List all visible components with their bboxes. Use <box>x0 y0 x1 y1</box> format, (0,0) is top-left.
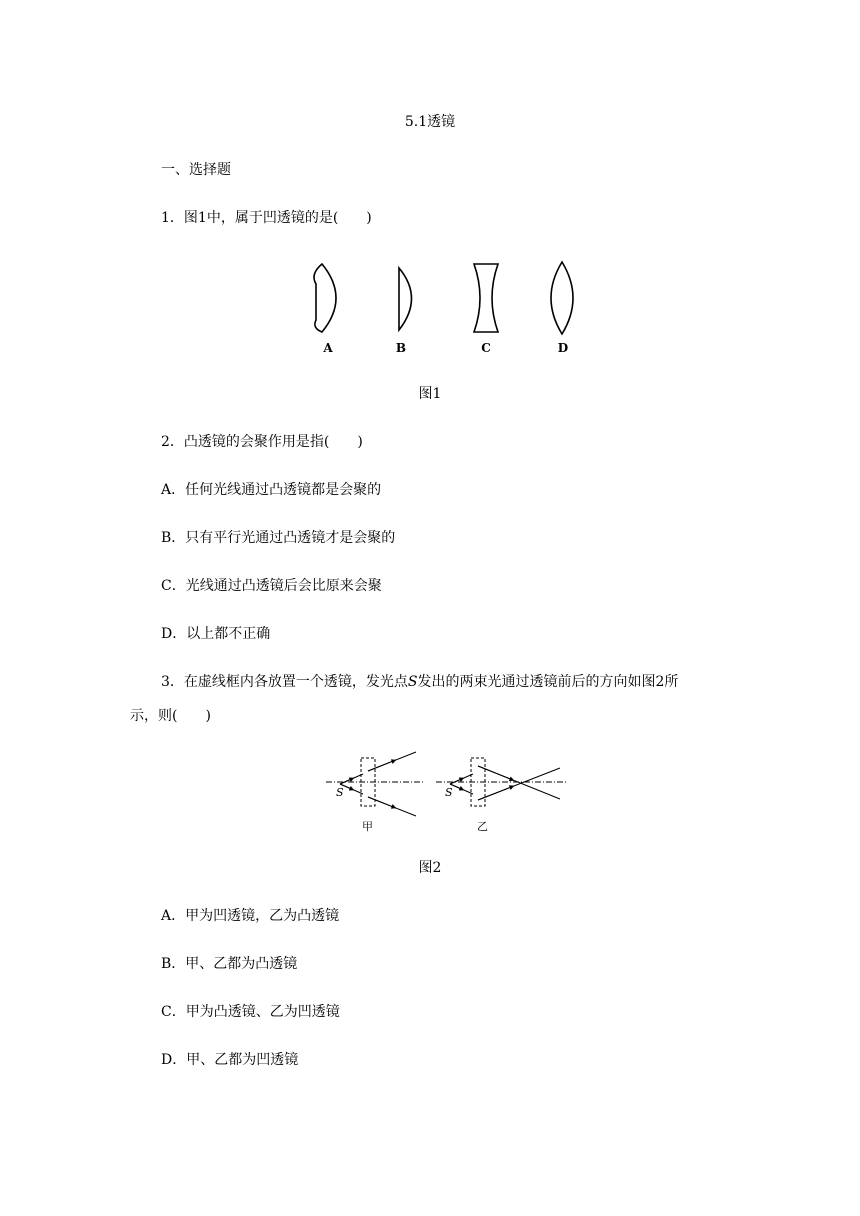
point-s-label: S <box>407 674 418 690</box>
lens-b-shape <box>399 268 412 330</box>
lens-c-label: C <box>481 341 491 355</box>
lens-b-label: B <box>395 341 407 355</box>
question-3-stem-part-1: 3．在虚线框内各放置一个透镜，发光点 <box>161 674 408 690</box>
question-3-option-c: C．甲为凸透镜、乙为凹透镜 <box>161 1004 340 1020</box>
question-3-option-d: D．甲、乙都为凹透镜 <box>161 1052 299 1068</box>
lens-a-label: A <box>323 341 333 355</box>
lens-d-label: D <box>557 341 569 355</box>
figure-1-lenses <box>300 256 590 358</box>
section-heading: 一、选择题 <box>161 162 231 178</box>
jia-label: 甲 <box>362 820 373 833</box>
question-2-option-b: B．只有平行光通过凸透镜才是会聚的 <box>161 530 396 546</box>
figure-2-caption: 图2 <box>418 860 442 876</box>
lens-a-shape <box>314 264 336 332</box>
lens-c-shape <box>474 264 498 332</box>
page-title: 5.1透镜 <box>404 114 456 130</box>
yi-label: 乙 <box>477 820 488 833</box>
question-3-option-b: B．甲、乙都为凸透镜 <box>161 956 298 972</box>
question-2-option-c: C．光线通过凸透镜后会比原来会聚 <box>161 578 382 594</box>
question-2-stem: 2．凸透镜的会聚作用是指( ) <box>161 434 363 450</box>
question-3-stem-part-2: 发出的两束光通过透镜前后的方向如图2所 <box>417 674 679 690</box>
lens-d-shape <box>551 262 573 334</box>
jia-point-s-label: S <box>336 786 344 799</box>
question-3-option-a: A．甲为凹透镜，乙为凸透镜 <box>161 908 340 924</box>
question-2-option-a: A．任何光线通过凸透镜都是会聚的 <box>161 482 382 498</box>
yi-point-s-label: S <box>445 786 453 799</box>
question-3-stem-line-2: 示，则( ) <box>130 708 211 724</box>
question-3-stem-line-1 <box>161 672 678 692</box>
figure-2-diagram <box>322 744 572 840</box>
question-1-stem: 1．图1中，属于凹透镜的是( ) <box>161 210 372 226</box>
figure-1-caption: 图1 <box>418 386 442 402</box>
question-2-option-d: D．以上都不正确 <box>161 626 271 642</box>
